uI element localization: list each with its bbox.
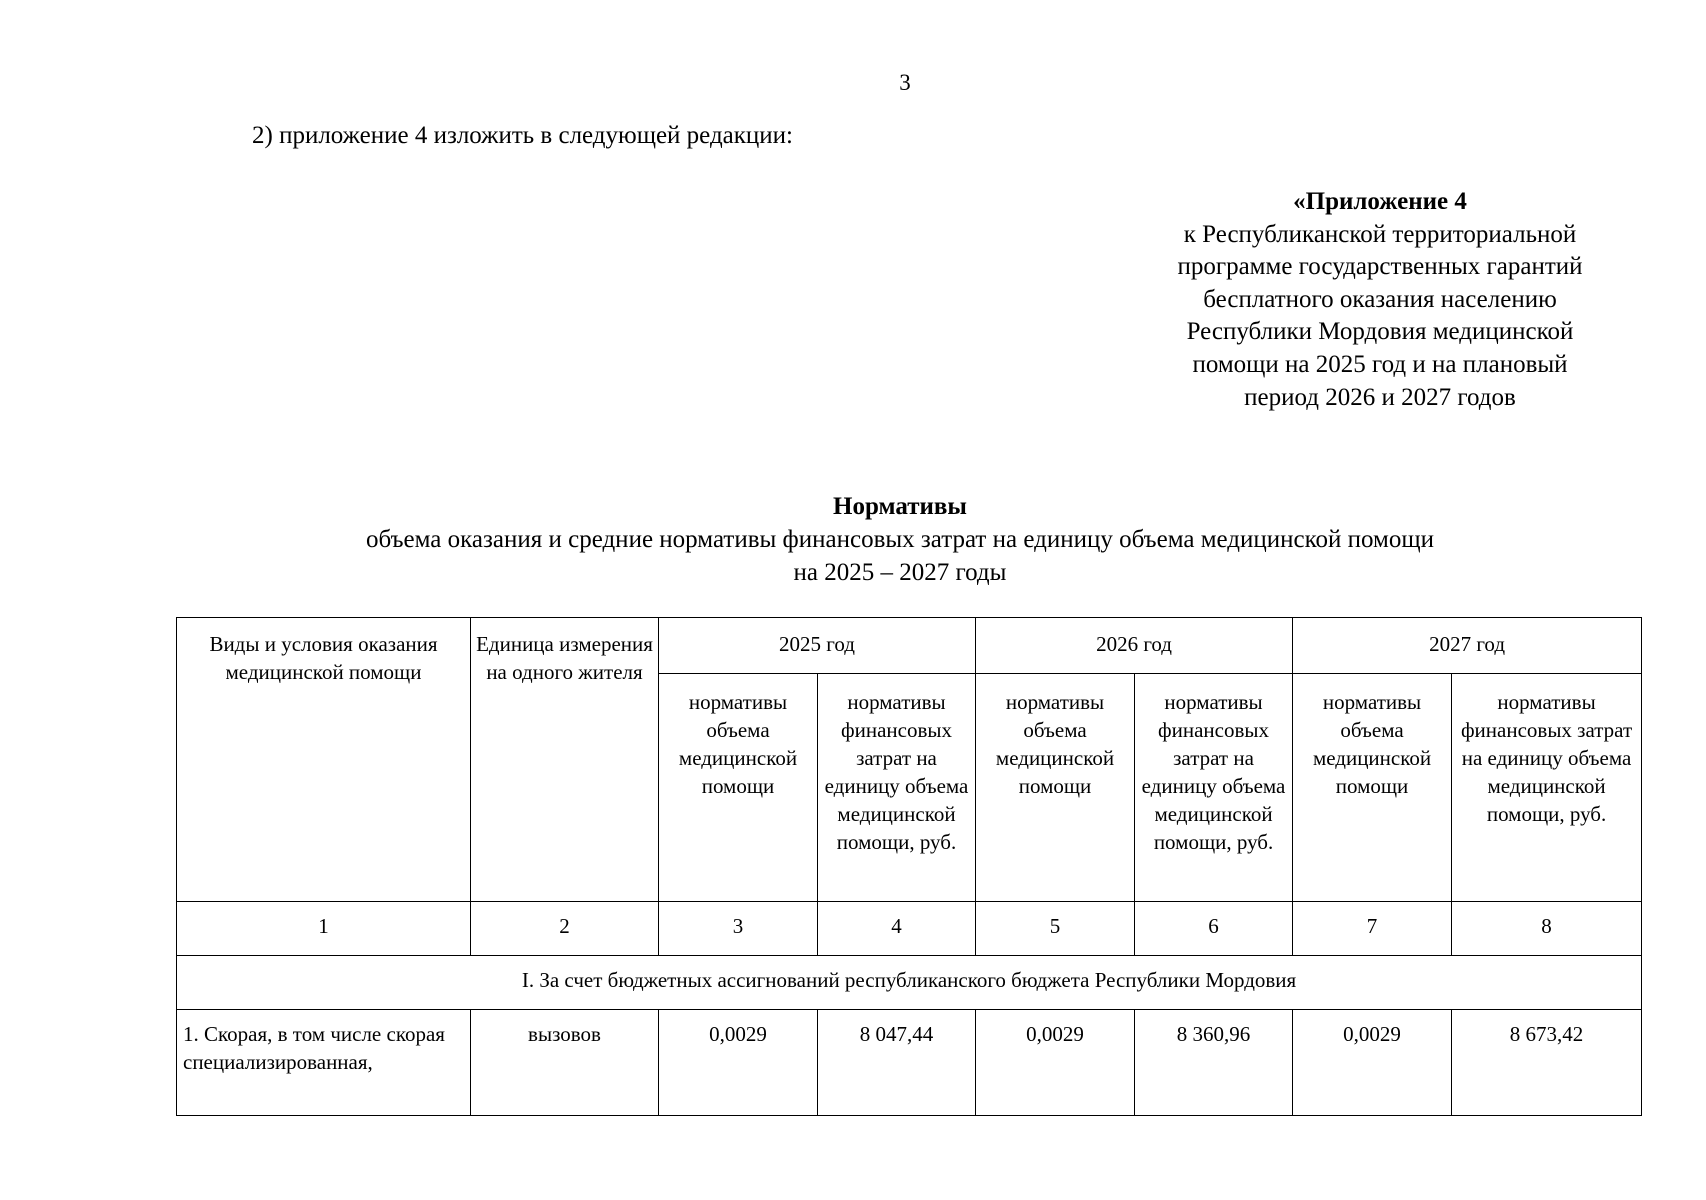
row-volume-2025: 0,0029 [659,1010,818,1116]
subheader-cost: нормативы финансовых затрат на единицу объема медицинской помощи, руб. [818,674,976,902]
column-number: 8 [1452,902,1642,956]
norms-table [176,617,1642,1116]
subheader-cost: нормативы финансовых затрат на единицу объема медицинской помощи, руб. [1135,674,1293,902]
appendix-line: помощи на 2025 год и на плановый [1192,350,1568,378]
header-year-2026: 2026 год [976,618,1293,674]
column-number: 6 [1135,902,1293,956]
heading-title: Нормативы [833,493,967,520]
column-number: 3 [659,902,818,956]
heading-subtitle: объема оказания и средние нормативы финансовых затрат на единицу объема медицинской помощи [366,526,1434,553]
row-cost-2027: 8 673,42 [1452,1010,1642,1116]
table-row [177,1010,1642,1116]
subheader-volume: нормативы объема медицинской помощи [1293,674,1452,902]
document-heading [0,490,1706,589]
row-cost-2025: 8 047,44 [818,1010,976,1116]
subheader-volume: нормативы объема медицинской помощи [976,674,1135,902]
row-care-type: 1. Скорая, в том числе скорая специализированная, [177,1010,471,1116]
subheader-cost: нормативы финансовых затрат на единицу объема медицинской помощи, руб. [1452,674,1642,902]
appendix-title: «Приложение 4 [1293,188,1467,215]
row-unit: вызовов [471,1010,659,1116]
table-header-row [177,618,1642,674]
appendix-line: программе государственных гарантий [1177,253,1583,281]
appendix-line: период 2026 и 2027 годов [1244,383,1516,411]
column-number: 5 [976,902,1135,956]
column-number: 2 [471,902,659,956]
column-number-row [177,902,1642,956]
appendix-line: к Республиканской территориальной [1183,220,1577,248]
intro-paragraph: 2) приложение 4 изложить в следующей редакции: [252,122,793,149]
page-number: 3 [899,70,911,95]
column-number: 4 [818,902,976,956]
row-volume-2026: 0,0029 [976,1010,1135,1116]
heading-period: на 2025 – 2027 годы [793,559,1007,586]
column-number: 1 [177,902,471,956]
column-number: 7 [1293,902,1452,956]
header-year-2027: 2027 год [1293,618,1642,674]
appendix-line: бесплатного оказания населению [1203,285,1557,313]
section-title: I. За счет бюджетных ассигнований республиканского бюджета Республики Мордовия [177,956,1642,1010]
section-row [177,956,1642,1010]
header-care-type: Виды и условия оказания медицинской помощи [177,618,471,902]
row-volume-2027: 0,0029 [1293,1010,1452,1116]
subheader-volume: нормативы объема медицинской помощи [659,674,818,902]
appendix-line: Республики Мордовия медицинской [1186,318,1574,346]
header-year-2025: 2025 год [659,618,976,674]
appendix-block [1120,186,1640,414]
header-unit: Единица измерения на одного жителя [471,618,659,902]
row-cost-2026: 8 360,96 [1135,1010,1293,1116]
